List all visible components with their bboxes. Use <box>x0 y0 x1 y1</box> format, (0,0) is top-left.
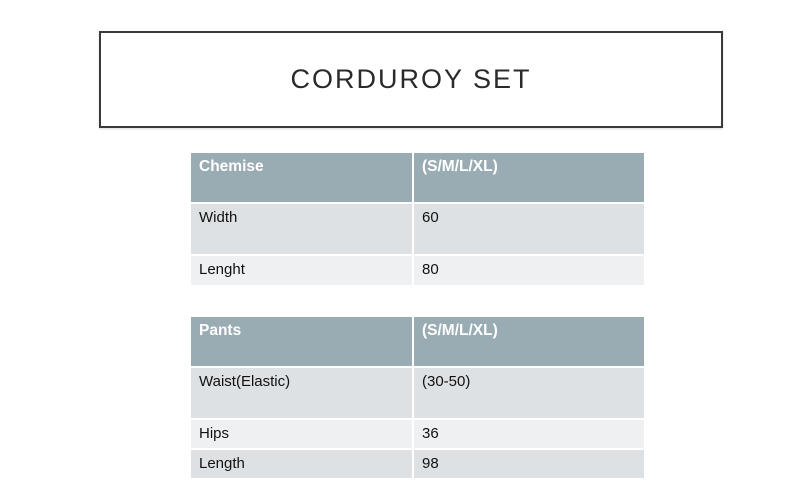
measurement-label: Length <box>190 449 413 479</box>
header-cell-garment: Pants <box>190 316 413 367</box>
table-row <box>190 367 645 419</box>
table-row <box>190 449 645 479</box>
measurement-label: Width <box>190 203 413 255</box>
table-header-row <box>190 316 645 367</box>
measurement-label: Hips <box>190 419 413 449</box>
measurement-value: 36 <box>413 419 645 449</box>
measurement-label: Lenght <box>190 255 413 286</box>
table-row <box>190 419 645 449</box>
measurement-label: Waist(Elastic) <box>190 367 413 419</box>
title-box <box>99 31 723 128</box>
table-row <box>190 203 645 255</box>
table-header-row <box>190 152 645 203</box>
page-title: CORDUROY SET <box>290 64 532 94</box>
measurement-value: (30-50) <box>413 367 645 419</box>
chemise-size-table <box>189 151 646 287</box>
table-row <box>190 255 645 286</box>
pants-size-table <box>189 315 646 480</box>
header-cell-sizes: (S/M/L/XL) <box>413 316 645 367</box>
measurement-value: 98 <box>413 449 645 479</box>
header-cell-garment: Chemise <box>190 152 413 203</box>
measurement-value: 80 <box>413 255 645 286</box>
header-cell-sizes: (S/M/L/XL) <box>413 152 645 203</box>
measurement-value: 60 <box>413 203 645 255</box>
